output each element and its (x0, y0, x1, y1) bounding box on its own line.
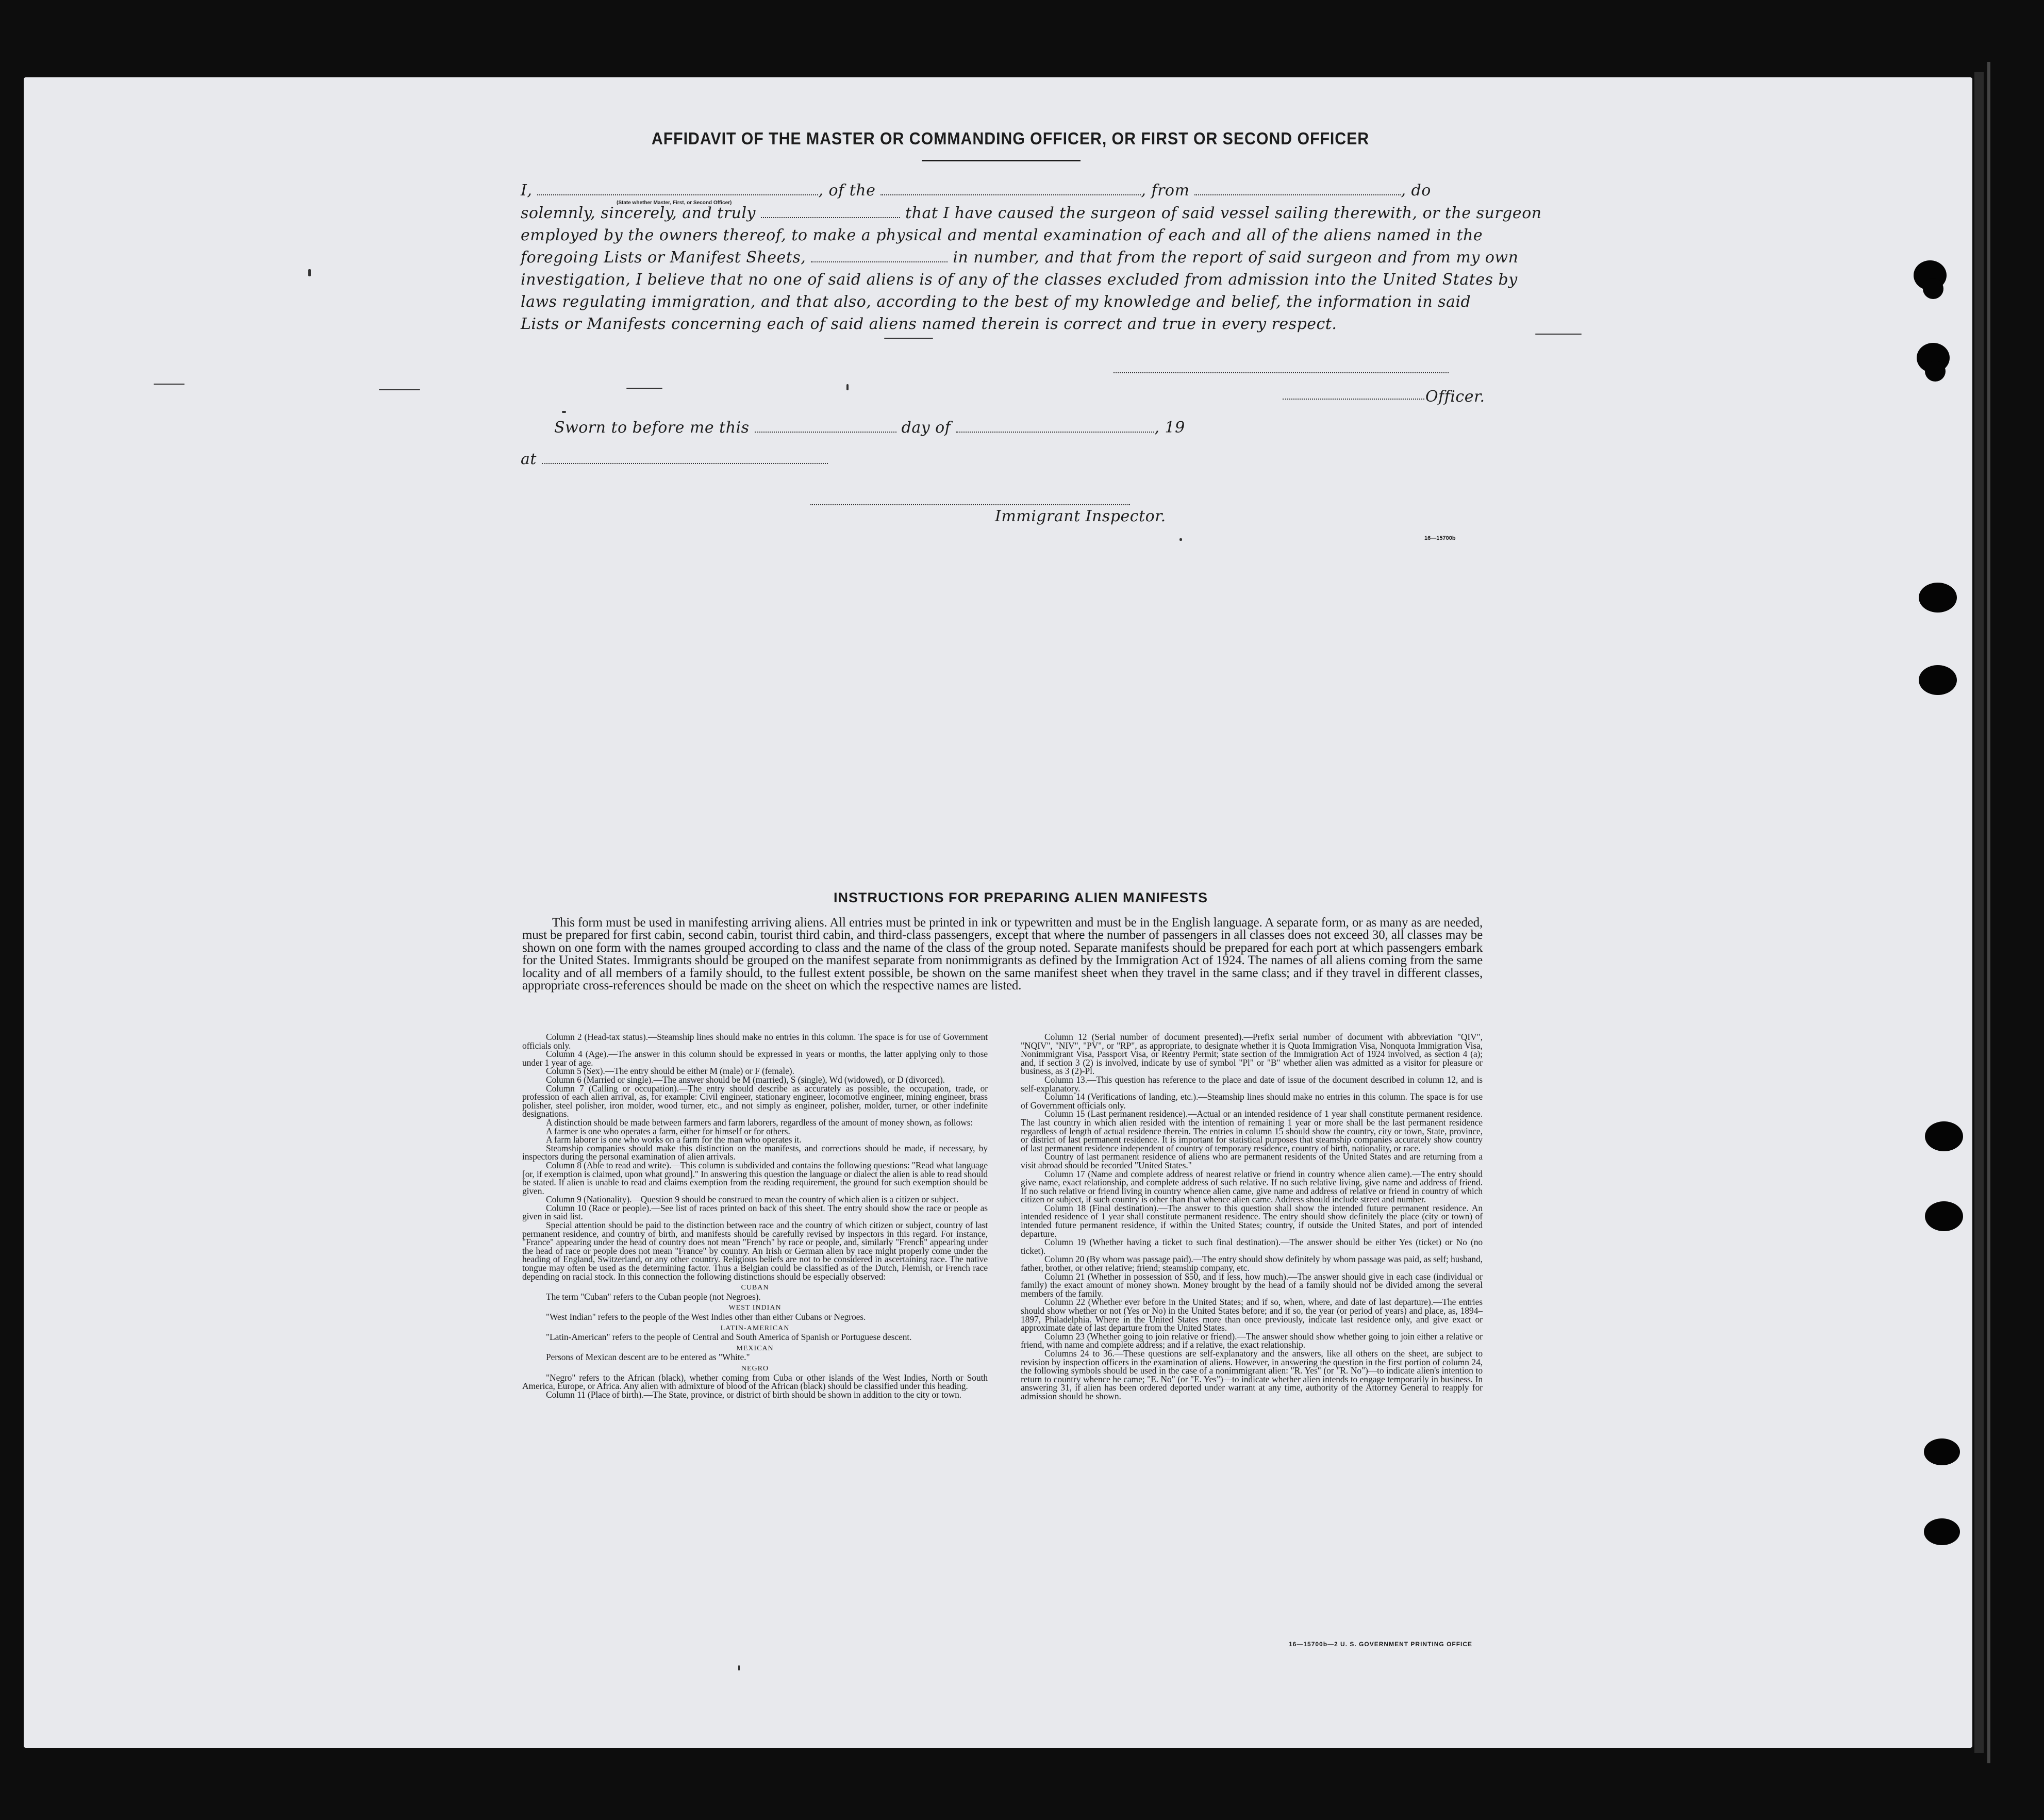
blank-day (755, 422, 896, 433)
speck (626, 388, 662, 389)
instruction-para: "West Indian" refers to the people of the West Indies other than either Cubans or Negroes. (546, 1312, 866, 1322)
speck (562, 411, 566, 413)
blank-rank (761, 208, 900, 218)
affidavit-text: , of the (818, 181, 876, 200)
instructions-right-column (1021, 1033, 1483, 1401)
blank-from (1194, 185, 1401, 195)
blank-sheet-count (811, 252, 948, 262)
printer-footer: 16—15700b—2 U. S. GOVERNMENT PRINTING OFFICE (1289, 1641, 1473, 1648)
instruction-para: Column 13.—This question has reference to the place and date of issue of the document described in column 12, and is self-explanatory. (1021, 1074, 1483, 1094)
instruction-para: Special attention should be paid to the distinction between race and the country of which citizen or subject, country of last permanent residence, and country of birth, and manifests should be carefully revised by inspectors in this regard. For instance, "France" appearing under the head of country does not mean "French" by race or people, and, similarly "French" appearing under the head of race or people does not mean "France" by country. An Irish or German alien by race might properly come under the heading of England, Switzerland, or any other country. Religious beliefs are not to be considered in ascertaining race. The native tongue may often be used as the determining factor. Thus a Belgian could be classified as of the Dutch, Flemish, or French race depending on racial stock. In this connection the following distinctions should be especially observed: (522, 1220, 988, 1282)
title-rule (922, 160, 1081, 161)
affidavit-text: Sworn to before me this (554, 419, 750, 437)
officer-rank-note: (State whether Master, First, or Second Officer) (617, 200, 732, 206)
instruction-para: Column 22 (Whether ever before in the United States; and if so, when, where, and date of last departure).—The entries should show whether or not (Yes or No) in the United States before; and if so, the year (or period of years) and place, as, 1894–1897, Philadelphia. Where in the United States more than once previously, indicate last residence only, and give exact or approximate date of last departure from the United States. (1021, 1297, 1483, 1333)
officer-label: Officer. (1425, 388, 1485, 406)
instructions-title: INSTRUCTIONS FOR PREPARING ALIEN MANIFESTS (833, 890, 1208, 905)
instruction-para: Persons of Mexican descent are to be entered as "White." (546, 1352, 750, 1363)
affidavit-text: day of (901, 419, 951, 437)
speck (1535, 334, 1582, 335)
section-heading: NEGRO (741, 1364, 769, 1372)
punch-hole (1925, 1121, 1963, 1151)
instruction-para: Column 15 (Last permanent residence).—Actual or an intended residence of 1 year shall constitute permanent residence. The last country in which alien resided with the intention of remaining 1 year or more shall be the last permanent residence regardless of length of actual residence therein. The entries in column 15 should show the country, city or town, State, province, or district of last permanent residence. It is important for statistical purposes that steamship companies accurately show country of last permanent residence independent of country of temporary residence, country of birth, nationality, or race. (1021, 1108, 1483, 1153)
instruction-para: Column 10 (Race or people).—See list of races printed on back of this sheet. The entry should show the race or people as given in said list. (522, 1202, 988, 1222)
speck (1179, 538, 1182, 541)
section-heading: WEST INDIAN (728, 1304, 782, 1312)
affidavit-line-4 (521, 249, 1518, 267)
speck (379, 389, 420, 390)
instruction-para: Column 23 (Whether going to join relative or friend).—The answer should show whether going to join either a relative or friend, with name and complete address; and if a relative, the exact relationship. (1021, 1331, 1483, 1350)
binding-edge (1974, 72, 1984, 1753)
affidavit-text: , 19 (1154, 419, 1185, 437)
speck (308, 269, 311, 276)
instruction-para: A farm laborer is one who works on a farm for the man who operates it. (546, 1134, 802, 1145)
affidavit-text: that I have caused the surgeon of said vessel sailing therewith, or the surgeon (905, 204, 1542, 222)
officer-signature-line (1114, 372, 1449, 373)
blank-officer-name (537, 185, 818, 195)
punch-hole (1919, 665, 1957, 695)
instruction-para: A farmer is one who operates a farm, either for himself or for others. (546, 1126, 790, 1136)
inspector-label: Immigrant Inspector. (995, 507, 1166, 525)
instruction-para: Column 17 (Name and complete address of nearest relative or friend in country whence alien came).—The entry should give name, exact relationship, and complete address of such relative. If no such relative living, give name and address of friend. If no such relative or friend living in country whence alien came, give name and address of relative or friend in country of which citizen or subject, if such country is other than that whence alien came. Address should include street and number. (1021, 1168, 1483, 1205)
affidavit-line-2 (521, 204, 1542, 222)
affidavit-text: solemnly, sincerely, and truly (521, 204, 756, 222)
speck (738, 1665, 740, 1670)
instruction-para: Column 8 (Able to read and write).—This column is subdivided and contains the following questions: "Read what language [or, if exemption is claimed, upon what ground]." In answering this question the language or dialect the alien is able to read should be stated. If alien is unable to read and claims exemption from the reading requirement, the ground for such exemption should be given. (522, 1160, 988, 1196)
inspector-signature-line (810, 504, 1130, 505)
binding-edge-line (1987, 62, 1990, 1763)
form-number: 16—15700b (1424, 535, 1456, 541)
instruction-para: "Negro" refers to the African (black), whether coming from Cuba or other islands of the West Indies, North or South America, Europe, or Africa. Any alien with admixture of blood of the African (black) should be classified under this heading. (522, 1372, 988, 1392)
instruction-para: Column 21 (Whether in possession of $50, and if less, how much).—The answer should give in each case (individual or family) the exact amount of money shown. Money brought by the head of a family should not be divided among the several members of the family. (1021, 1271, 1483, 1299)
instruction-para: Column 12 (Serial number of document presented).—Prefix serial number of document with abbreviation "QIV", "NQIV", "NIV", "PV", or "RP", as appropriate, to designate whether it is Quota Immigration Visa, Nonquota Immigration Visa, Nonimmigrant Visa, Passport Visa, or Reentry Permit; state section of the Immigration Act of 1924 involved, as section 4 (a); and, if section 3 (2) is involved, indicate by use of symbol "Pl" or "B" whether alien was admitted as a visitor for pleasure or business, as 3 (2)-Pl. (1021, 1032, 1483, 1077)
speck (884, 338, 933, 339)
affidavit-line-6: laws regulating immigration, and that also, according to the best of my knowledge and belief, the information in said (521, 293, 1471, 311)
instruction-para: Column 11 (Place of birth).—The State, province, or district of birth should be shown in addition to the city or town. (546, 1389, 962, 1400)
instruction-para: Column 9 (Nationality).—Question 9 should be construed to mean the country of which alien is a citizen or subject. (546, 1194, 959, 1205)
instruction-para: "Latin-American" refers to the people of Central and South America of Spanish or Portuguese descent. (546, 1332, 912, 1343)
affidavit-text: foregoing Lists or Manifest Sheets, (521, 249, 806, 267)
instruction-para: Column 18 (Final destination).—The answer to this question shall show the intended future permanent residence. An intended residence of 1 year shall constitute permanent residence. The entry should show definitely the place (city or town) of intended future permanent residence, if within the United States; country, if outside the United States, and port of intended departure. (1021, 1202, 1483, 1239)
instruction-para: Column 19 (Whether having a ticket to such final destination).—The answer should be either Yes (ticket) or No (no ticket). (1021, 1237, 1483, 1256)
instruction-para: Columns 24 to 36.—These questions are self-explanatory and the answers, like all others on the sheet, are subject to revision by inspection officers in the examination of aliens. However, in answering the question in the first portion of column 24, the following symbols should be used in the case of a nonimmigrant alien: "R. Yes" (or "R. No")—to indicate alien's intention to return to country whence he came; "E. No" (or "E. Yes")—to indicate whether alien intends to engage temporarily in business. In answering 31, if alien has been ordered deported under warrant at any time, authority of the Attorney General to reapply for admission should be shown. (1021, 1348, 1483, 1401)
instruction-para: Column 5 (Sex).—The entry should be either M (male) or F (female). (546, 1066, 794, 1077)
instruction-para: Column 2 (Head-tax status).—Steamship lines should make no entries in this column. The space is for use of Government officials only. (522, 1032, 988, 1051)
instruction-para: Steamship companies should make this distinction on the manifests, and corrections should be made, if necessary, by inspectors during the personal examination of alien arrivals. (522, 1143, 988, 1162)
affidavit-line-3: employed by the owners thereof, to make a physical and mental examination of each and all of the aliens named in the (521, 226, 1483, 244)
punch-hole (1924, 1438, 1960, 1465)
punch-hole (1925, 361, 1946, 382)
instruction-para: Column 14 (Verifications of landing, etc.).—Steamship lines should make no entries in this column. The space is for use of Government officials only. (1021, 1091, 1483, 1111)
at-line (521, 450, 828, 468)
punch-hole (1919, 583, 1957, 613)
affidavit-text: in number, and that from the report of said surgeon and from my own (953, 249, 1519, 267)
affidavit-line-5: investigation, I believe that no one of said aliens is of any of the classes excluded from admission into the United States by (521, 271, 1518, 289)
section-heading: MEXICAN (736, 1344, 774, 1352)
punch-hole (1925, 1201, 1963, 1231)
speck (154, 384, 185, 385)
instruction-para: Column 7 (Calling or occupation).—The entry should describe as accurately as possible, the occupation, trade, or profession of each alien arrival, as, for example: Civil engineer, stationary engineer, locomotive engineer, mining engineer, brass polisher, steel polisher, iron molder, wood turner, etc., and not simply as engineer, polisher, molder, turner, or other indefinite designations. (522, 1083, 988, 1119)
section-heading: LATIN-AMERICAN (720, 1324, 790, 1332)
officer-title-line (1283, 399, 1424, 400)
blank-month (956, 422, 1154, 433)
instruction-para: Column 6 (Married or single).—The answer should be M (married), S (single), Wd (widowed), or D (divorced). (546, 1074, 945, 1085)
affidavit-text: , from (1141, 181, 1190, 200)
instruction-para: Country of last permanent residence of aliens who are permanent residents of the United States and are returning from a visit abroad should be recorded "United States." (1021, 1151, 1483, 1170)
instruction-para: Column 20 (By whom was passage paid).—The entry should show definitely by whom passage was paid, as self; husband, father, brother, or other relative; friend; steamship company, etc. (1021, 1254, 1483, 1273)
instruction-para: The term "Cuban" refers to the Cuban people (not Negroes). (546, 1291, 761, 1302)
speck (846, 384, 849, 390)
blank-vessel (880, 185, 1141, 195)
section-heading: CUBAN (741, 1284, 769, 1292)
blank-place (542, 454, 828, 464)
punch-hole (1924, 1518, 1960, 1545)
affidavit-text: at (521, 450, 537, 468)
affidavit-title: AFFIDAVIT OF THE MASTER OR COMMANDING OFFICER, OR FIRST OR SECOND OFFICER (651, 129, 1370, 148)
sworn-line (554, 419, 1185, 437)
affidavit-line-7: Lists or Manifests concerning each of said aliens named therein is correct and true in every respect. (521, 315, 1337, 333)
instruction-para: Column 4 (Age).—The answer in this column should be expressed in years or months, the latter applying only to those under 1 year of age. (522, 1049, 988, 1068)
punch-hole (1923, 278, 1943, 299)
instructions-left-column (522, 1033, 988, 1399)
instruction-para: A distinction should be made between farmers and farm laborers, regardless of the amount of money shown, as follows: (546, 1117, 973, 1128)
affidavit-text: , do (1401, 181, 1431, 200)
affidavit-text: I, (521, 181, 533, 200)
instructions-intro: This form must be used in manifesting arriving aliens. All entries must be printed in ink or typewritten and must be in the English language. A separate form, or as many as are needed, must be prepared for first cabin, second cabin, tourist third cabin, and third-class passengers, except that where the number of passengers in all classes does not exceed 30, all classes may be shown on one form with the names grouped according to class and the name of the class of the group noted. Separate manifests should be prepared for each port at which passengers embark for the United States. Immigrants should be grouped on the manifest separate from nonimmigrants as defined by the Immigration Act of 1924. The names of all aliens coming from the same locality and of all members of a family should, to the fullest extent possible, be shown on the same manifest sheet when they travel in the same class; and if they travel in different classes, appropriate cross-references should be made on the sheet on which the respective names are listed. (522, 916, 1483, 993)
affidavit-line-1 (521, 181, 1480, 200)
